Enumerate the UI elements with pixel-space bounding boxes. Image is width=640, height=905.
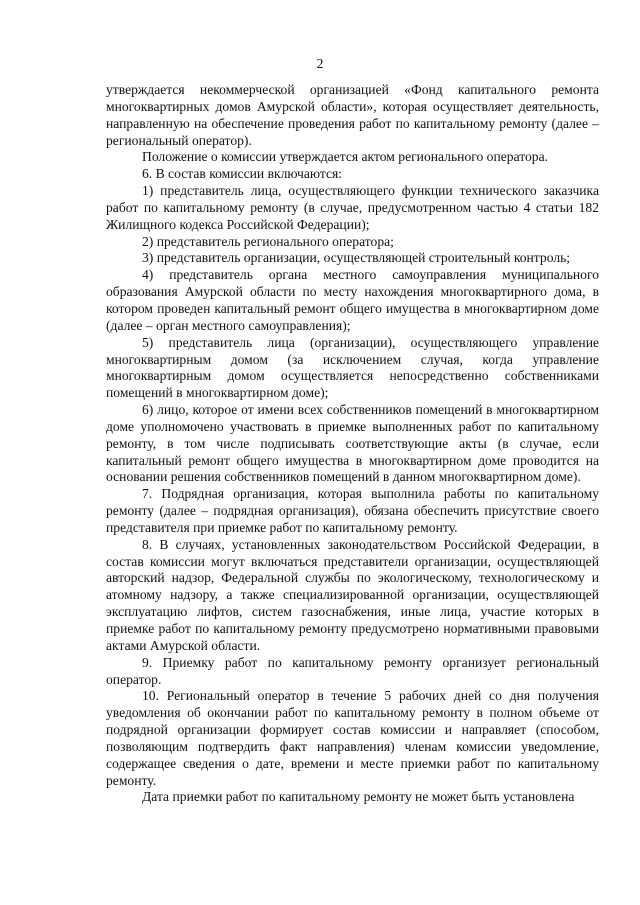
paragraph-acceptance-date: Дата приемки работ по капитальному ремонту не может быть установлена (142, 789, 575, 805)
paragraph-subitem-4: 4) представитель органа местного самоуправления муниципального образования Амурской области по месту нахождения многоквартирного дома, в котором проведен капитальный ремонт общего имущества в многоквартирном доме (далее – орган местного самоуправления); (106, 267, 599, 333)
paragraph-continuation: утверждается некоммерческой организацией «Фонд капитального ремонта многоквартирных домов Амурской области», которая осуществляет деятельность, направленную на обеспечение проведения работ по капитальному ремонту (далее – региональный оператор). (106, 82, 599, 148)
paragraph-item-10: 10. Региональный оператор в течение 5 рабочих дней со дня получения уведомления об окончании работ по капитальному ремонту в полном объеме от подрядной организации формирует состав комиссии и направляет (способом, позволяющим подтвердить факт направления) членам комиссии уведомление, содержащее сведения о дате, времени и месте приемки работ по капитальному ремонту. (106, 688, 599, 788)
document-body (106, 82, 599, 806)
paragraph-item-8: 8. В случаях, установленных законодательством Российской Федерации, в состав комиссии могут включаться представители организации, осуществляющей авторский надзор, Федеральной службы по экологическому, технологическому и атомному надзору, а также специализированной организации, осуществляющей эксплуатацию лифтов, систем газоснабжения, иные лица, участие которых в приемке работ по капитальному ремонту предусмотрено нормативными правовыми актами Амурской области. (106, 536, 599, 653)
paragraph-item-9: 9. Приемку работ по капитальному ремонту организует региональный оператор. (106, 654, 599, 687)
paragraph-subitem-6: 6) лицо, которое от имени всех собственников помещений в многоквартирном доме уполномочено участвовать в приемке выполненных работ по капитальному ремонту, в том числе подписывать соответствующие акты (в случае, если капитальный ремонт общего имущества в многоквартирном доме проводится на основании решения собственников помещений в данном многоквартирном доме). (106, 402, 599, 485)
page-number: 2 (316, 57, 324, 72)
paragraph-item-7: 7. Подрядная организация, которая выполнила работы по капитальному ремонту (далее – подрядная организация), обязана обеспечить присутствие своего представителя при приемке работ по капитальному ремонту. (106, 486, 599, 535)
paragraph-subitem-1: 1) представитель лица, осуществляющего функции технического заказчика работ по капитальному ремонту (в случае, предусмотренном частью 4 статьи 182 Жилищного кодекса Российской Федерации); (106, 183, 599, 232)
paragraph-commission-regulation: Положение о комиссии утверждается актом регионального оператора. (142, 149, 549, 165)
paragraph-item-6-heading: 6. В состав комиссии включаются: (142, 166, 343, 182)
paragraph-subitem-2: 2) представитель регионального оператора; (142, 233, 394, 249)
paragraph-subitem-3: 3) представитель организации, осуществляющей строительный контроль; (142, 250, 571, 266)
paragraph-subitem-5: 5) представитель лица (организации), осуществляющего управление многоквартирным домом (за исключением случая, когда управление многоквартирным домом осуществляется непосредственно собственниками помещений в многоквартирном доме); (106, 334, 599, 401)
